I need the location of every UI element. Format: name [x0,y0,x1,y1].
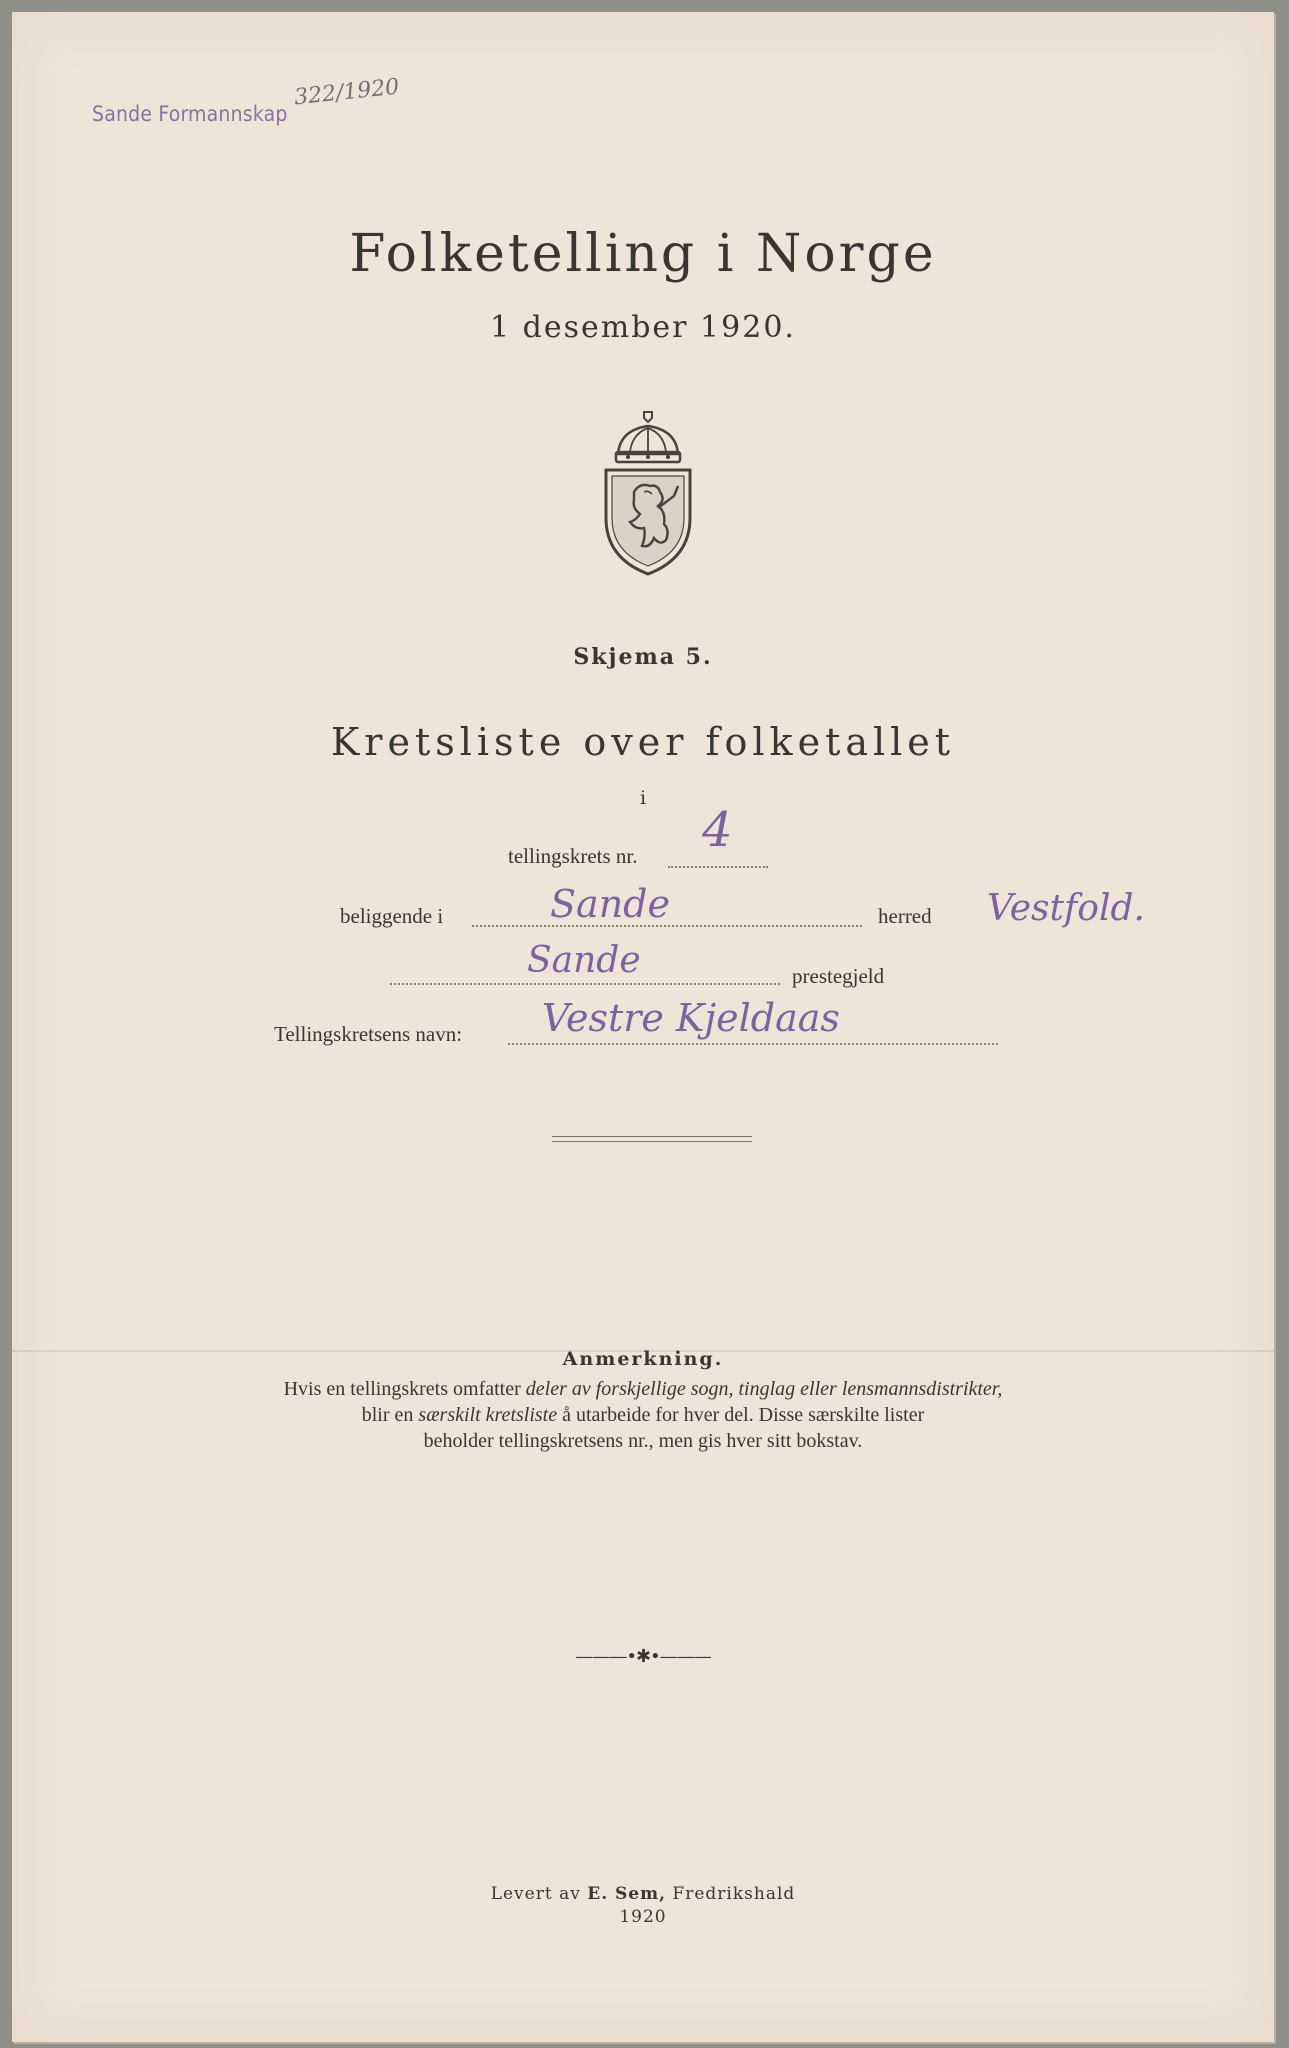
coat-of-arms-icon [600,408,696,578]
beliggende-label: beliggende i [340,904,444,928]
prestegjeld-label: prestegjeld [792,964,885,988]
tellingskrets-line [668,866,768,868]
note-line-1: Hvis en tellingskrets omfatter deler av forskjellige sogn, tinglag eller lensmannsdistrikter, [283,1378,1003,1400]
printer-line: Levert av E. Sem, Fredrikshald [490,1884,796,1904]
ornament-divider: ———•✱•——— [575,1646,711,1667]
kretsnavn-label: Tellingskretsens navn: [274,1022,463,1046]
kretsnavn-line [508,1043,998,1045]
form-title: Kretsliste over folketallet [330,720,956,764]
archive-stamp: Sande Formannskap [92,102,288,126]
archive-stamp-number: 322/1920 [292,74,401,111]
document-page [12,12,1274,2042]
note-line-3: beholder tellingskretsens nr., men gis hver sitt bokstav. [423,1430,863,1452]
divider-rule-bottom [552,1141,752,1142]
tellingskrets-value: 4 [702,802,733,858]
beliggende-value: Sande [550,882,670,926]
tellingskrets-label: tellingskrets nr. [508,844,638,868]
herred-label: herred [878,904,932,928]
kretsnavn-value: Vestre Kjeldaas [542,996,840,1040]
divider-rule-top [552,1136,752,1137]
printer-year: 1920 [619,1907,667,1927]
form-number: Skjema 5. [573,644,713,670]
form-connector: i [639,787,647,809]
page-title: Folketelling i Norge [349,224,937,284]
prestegjeld-line [390,983,780,985]
note-line-2: blir en særskilt kretsliste å utarbeide for hver del. Disse særskilte lister [361,1404,925,1426]
prestegjeld-value: Sande [527,940,641,981]
note-heading: Anmerkning. [562,1348,724,1370]
census-date: 1 desember 1920. [490,310,796,345]
herred-value: Vestfold. [987,888,1145,929]
